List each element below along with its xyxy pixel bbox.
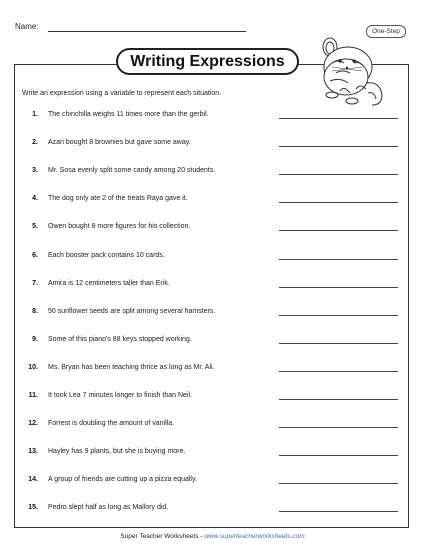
footer-separator: -: [198, 533, 205, 540]
answer-line[interactable]: [279, 483, 398, 484]
worksheet-frame: [14, 64, 409, 528]
page-title: Writing Expressions: [116, 48, 299, 75]
question-row: [0, 334, 425, 346]
question-number: 14.: [28, 476, 38, 484]
question-text: A group of friends are cutting up a pizza equally.: [48, 476, 197, 484]
question-number: 15.: [28, 504, 38, 512]
question-row: [0, 306, 425, 318]
name-label: Name:: [15, 22, 39, 31]
question-text: Pedro slept half as long as Mallory did.: [48, 504, 169, 512]
question-row: [0, 165, 425, 177]
question-text: Each booster pack contains 10 cards.: [48, 251, 165, 259]
question-text: Owen bought 8 more figures for his collection.: [48, 223, 191, 231]
question-text: Ms. Bryan has been teaching thrice as long as Mr. Ali.: [48, 363, 215, 371]
answer-line[interactable]: [279, 259, 398, 260]
question-text: Amira is 12 centimeters taller than Erik.: [48, 279, 170, 287]
answer-line[interactable]: [279, 371, 398, 372]
question-number: 11.: [28, 392, 38, 399]
question-row: [0, 502, 425, 514]
question-number: 10.: [28, 363, 38, 371]
footer-brand: Super Teacher Worksheets: [120, 533, 199, 540]
answer-line[interactable]: [279, 511, 398, 512]
name-field[interactable]: [48, 31, 246, 32]
question-number: 1.: [32, 111, 38, 118]
question-number: 12.: [28, 420, 38, 428]
question-row: [0, 390, 425, 402]
question-text: Azari bought 8 brownies but gave some away.: [48, 139, 191, 147]
answer-line[interactable]: [279, 287, 398, 288]
question-text: The dog only ate 2 of the treats Raya gave it.: [48, 195, 188, 203]
question-text: Some of this piano's 88 keys stopped working.: [48, 335, 192, 343]
question-row: [0, 193, 425, 205]
question-row: [0, 109, 425, 121]
answer-line[interactable]: [279, 230, 398, 231]
question-text: It took Lea 7 minutes longer to finish than Neil.: [48, 392, 192, 399]
answer-line[interactable]: [279, 146, 398, 147]
question-text: The chinchilla weighs 11 times more than the gerbil.: [48, 111, 209, 118]
question-text: 50 sunflower seeds are split among several hamsters.: [48, 307, 216, 315]
question-row: [0, 474, 425, 486]
question-number: 6.: [32, 251, 38, 259]
question-number: 2.: [32, 139, 38, 147]
question-number: 8.: [32, 307, 38, 315]
question-row: [0, 137, 425, 149]
question-number: 9.: [32, 335, 38, 343]
question-row: [0, 278, 425, 290]
question-number: 7.: [32, 279, 38, 287]
answer-line[interactable]: [279, 315, 398, 316]
question-text: Forrest is doubling the amount of vanilla.: [48, 420, 175, 428]
question-row: [0, 250, 425, 262]
question-text: Mr. Sosa evenly split some candy among 20 students.: [48, 167, 216, 175]
answer-line[interactable]: [279, 427, 398, 428]
answer-line[interactable]: [279, 455, 398, 456]
question-number: 3.: [32, 167, 38, 175]
question-row: [0, 418, 425, 430]
question-row: [0, 221, 425, 233]
answer-line[interactable]: [279, 399, 398, 400]
answer-line[interactable]: [279, 118, 398, 119]
question-row: [0, 446, 425, 458]
question-number: 13.: [28, 448, 38, 456]
answer-line[interactable]: [279, 174, 398, 175]
footer-url[interactable]: www.superteacherworksheets.com: [204, 533, 305, 540]
chinchilla-icon: [310, 33, 390, 111]
question-text: Hayley has 9 plants, but she is buying more.: [48, 448, 186, 456]
question-row: [0, 362, 425, 374]
answer-line[interactable]: [279, 343, 398, 344]
difficulty-badge: One-Step: [366, 25, 406, 38]
question-number: 5.: [32, 223, 38, 231]
answer-line[interactable]: [279, 202, 398, 203]
footer: [0, 533, 425, 540]
question-number: 4.: [32, 195, 38, 203]
instructions: Write an expression using a variable to represent each situation.: [22, 90, 222, 97]
